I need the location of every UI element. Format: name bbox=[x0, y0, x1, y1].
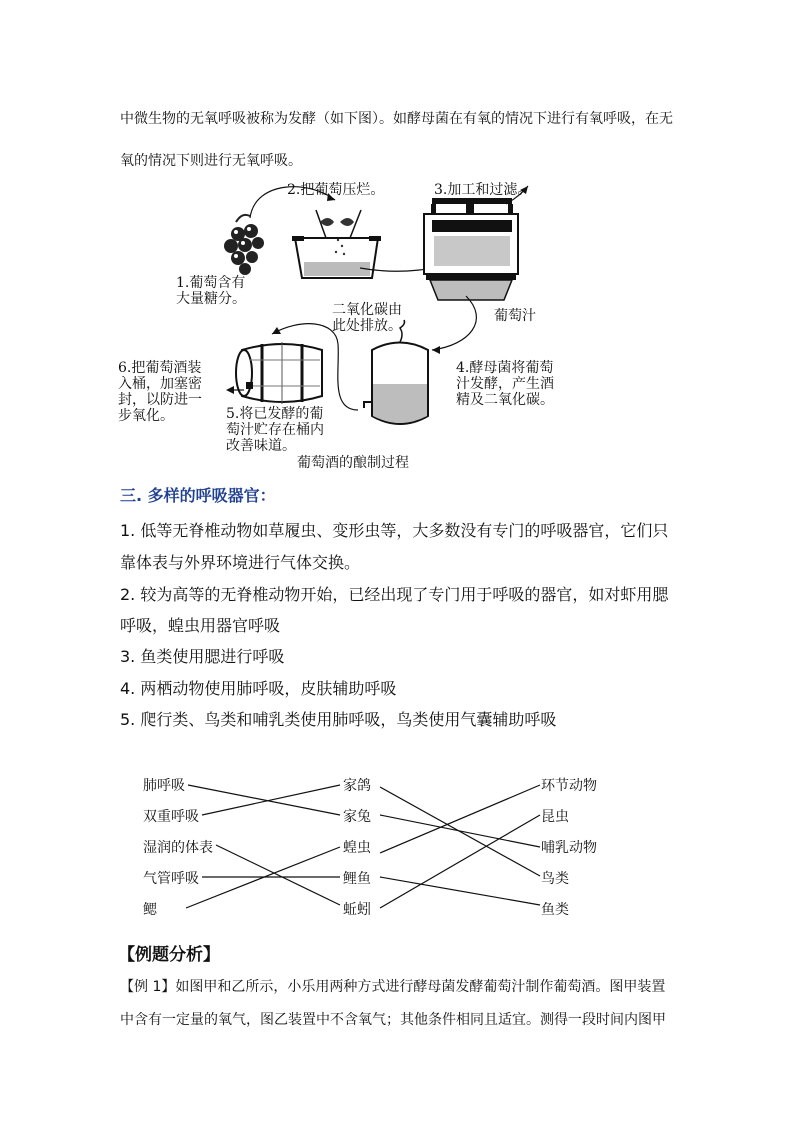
step4-label-a: 4.酵母菌将葡萄 bbox=[456, 360, 554, 376]
step1-label-a: 1.葡萄含有 bbox=[176, 275, 246, 291]
example-heading: 【例题分析】 bbox=[118, 945, 220, 965]
step3-label: 3.加工和过滤。 bbox=[434, 182, 532, 198]
step1-label-b: 大量糖分。 bbox=[176, 291, 246, 307]
list-item: 1. 低等无脊椎动物如草履虫、变形虫等，大多数没有专门的呼吸器官，它们只 bbox=[120, 521, 669, 540]
match-middle-item: 蝗虫 bbox=[343, 840, 371, 856]
step6-label-c: 封，以防进一 bbox=[118, 392, 202, 408]
example-line-1: 【例 1】如图甲和乙所示，小乐用两种方式进行酵母菌发酵葡萄汁制作葡萄酒。图甲装置 bbox=[120, 979, 666, 995]
list-item: 4. 两栖动物使用肺呼吸，皮肤辅助呼吸 bbox=[120, 679, 397, 698]
match-left-item: 双重呼吸 bbox=[143, 809, 199, 825]
list-item: 呼吸，蝗虫用器官呼吸 bbox=[120, 616, 281, 635]
step4-label-c: 精及二氧化碳。 bbox=[456, 392, 554, 408]
match-right-item: 鸟类 bbox=[541, 871, 569, 887]
match-left-item: 湿润的体表 bbox=[143, 840, 213, 856]
intro-line-2: 氧的情况下则进行无氧呼吸。 bbox=[120, 153, 302, 169]
step5-label-c: 改善味道。 bbox=[226, 438, 296, 454]
match-middle-item: 家兔 bbox=[343, 809, 371, 825]
juice-label: 葡萄汁 bbox=[494, 308, 536, 324]
match-middle-item: 家鸽 bbox=[343, 778, 371, 794]
match-left-item: 肺呼吸 bbox=[143, 778, 185, 794]
match-left-item: 气管呼吸 bbox=[143, 871, 199, 887]
list-item: 3. 鱼类使用腮进行呼吸 bbox=[120, 647, 285, 666]
step6-label-b: 入桶，加塞密 bbox=[118, 376, 202, 392]
co2-label-a: 二氧化碳由 bbox=[332, 302, 402, 318]
match-middle-item: 鲤鱼 bbox=[343, 871, 371, 887]
list-item: 5. 爬行类、鸟类和哺乳类使用肺呼吸，鸟类使用气囊辅助呼吸 bbox=[120, 710, 557, 729]
match-right-item: 鱼类 bbox=[541, 902, 569, 918]
list-item: 2. 较为高等的无脊椎动物开始，已经出现了专门用于呼吸的器官，如对虾用腮 bbox=[120, 585, 669, 604]
match-left-item: 鳃 bbox=[143, 902, 157, 918]
step2-label: 2.把葡萄压烂。 bbox=[287, 182, 385, 198]
step6-label-d: 步氧化。 bbox=[118, 408, 174, 424]
step4-label-b: 汁发酵，产生酒 bbox=[456, 376, 554, 392]
intro-line-1: 中微生物的无氧呼吸被称为发酵（如下图）。如酵母菌在有氧的情况下进行有氧呼吸，在无 bbox=[120, 111, 673, 127]
match-right-item: 哺乳动物 bbox=[541, 840, 597, 856]
match-middle-item: 蚯蚓 bbox=[343, 902, 371, 918]
step6-label-a: 6.把葡萄酒装 bbox=[118, 360, 202, 376]
list-item: 靠体表与外界环境进行气体交换。 bbox=[120, 553, 361, 572]
step5-label-a: 5.将已发酵的葡 bbox=[226, 406, 324, 422]
diagram-caption: 葡萄酒的酿制过程 bbox=[297, 455, 409, 471]
example-line-2: 中含有一定量的氧气，图乙装置中不含氧气；其他条件相同且适宜。测得一段时间内图甲 bbox=[120, 1012, 666, 1028]
section-title: 三. 多样的呼吸器官： bbox=[120, 486, 276, 505]
step5-label-b: 萄汁贮存在桶内 bbox=[226, 422, 324, 438]
match-right-item: 环节动物 bbox=[541, 778, 597, 794]
match-right-item: 昆虫 bbox=[541, 809, 569, 825]
co2-label-b: 此处排放。 bbox=[332, 318, 402, 334]
